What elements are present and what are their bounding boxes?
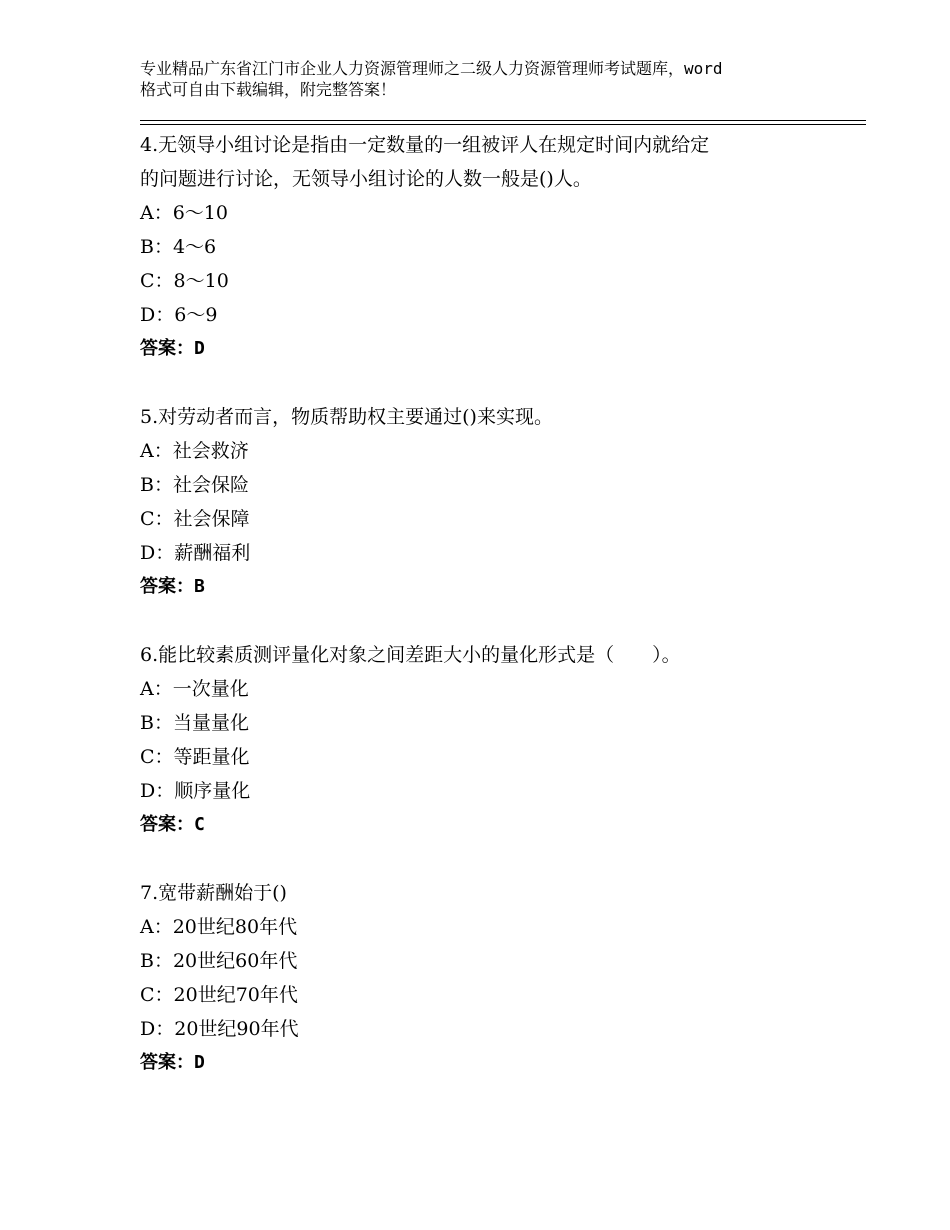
question-text: 7.宽带薪酬始于() bbox=[140, 882, 287, 904]
question-7 bbox=[140, 876, 830, 1080]
header-line-2: 格式可自由下载编辑，附完整答案！ bbox=[140, 80, 397, 99]
option-c: C：等距量化 bbox=[140, 746, 250, 768]
question-5 bbox=[140, 400, 830, 638]
question-spacer bbox=[140, 366, 830, 400]
option-b: B：当量量化 bbox=[140, 712, 249, 734]
option-b: B：社会保险 bbox=[140, 474, 249, 496]
question-text: 4.无领导小组讨论是指由一定数量的一组被评人在规定时间内就给定 bbox=[140, 134, 710, 156]
option-b: B：4～6 bbox=[140, 236, 217, 258]
answer-line: 答案：D bbox=[140, 1052, 205, 1073]
header-divider bbox=[140, 120, 866, 125]
question-text: 的问题进行讨论，无领导小组讨论的人数一般是()人。 bbox=[140, 168, 592, 190]
question-text: 5.对劳动者而言，物质帮助权主要通过()来实现。 bbox=[140, 406, 553, 428]
answer-line: 答案：C bbox=[140, 814, 205, 835]
answer-line: 答案：B bbox=[140, 576, 205, 597]
question-6 bbox=[140, 638, 830, 876]
option-c: C：社会保障 bbox=[140, 508, 250, 530]
question-list bbox=[140, 128, 830, 1080]
question-spacer bbox=[140, 604, 830, 638]
option-b: B：20世纪60年代 bbox=[140, 950, 298, 972]
option-a: A：6～10 bbox=[140, 202, 228, 224]
option-a: A：一次量化 bbox=[140, 678, 249, 700]
option-d: D：20世纪90年代 bbox=[140, 1018, 299, 1040]
option-c: C：8～10 bbox=[140, 270, 229, 292]
header-line-1: 专业精品广东省江门市企业人力资源管理师之二级人力资源管理师考试题库，word bbox=[140, 59, 723, 78]
option-c: C：20世纪70年代 bbox=[140, 984, 298, 1006]
question-text: 6.能比较素质测评量化对象之间差距大小的量化形式是（ ）。 bbox=[140, 644, 681, 666]
option-d: D：6～9 bbox=[140, 304, 218, 326]
document-header bbox=[140, 58, 840, 100]
option-a: A：20世纪80年代 bbox=[140, 916, 298, 938]
answer-line: 答案：D bbox=[140, 338, 205, 359]
question-spacer bbox=[140, 842, 830, 876]
option-a: A：社会救济 bbox=[140, 440, 249, 462]
question-4 bbox=[140, 128, 830, 400]
option-d: D：顺序量化 bbox=[140, 780, 251, 802]
option-d: D：薪酬福利 bbox=[140, 542, 251, 564]
